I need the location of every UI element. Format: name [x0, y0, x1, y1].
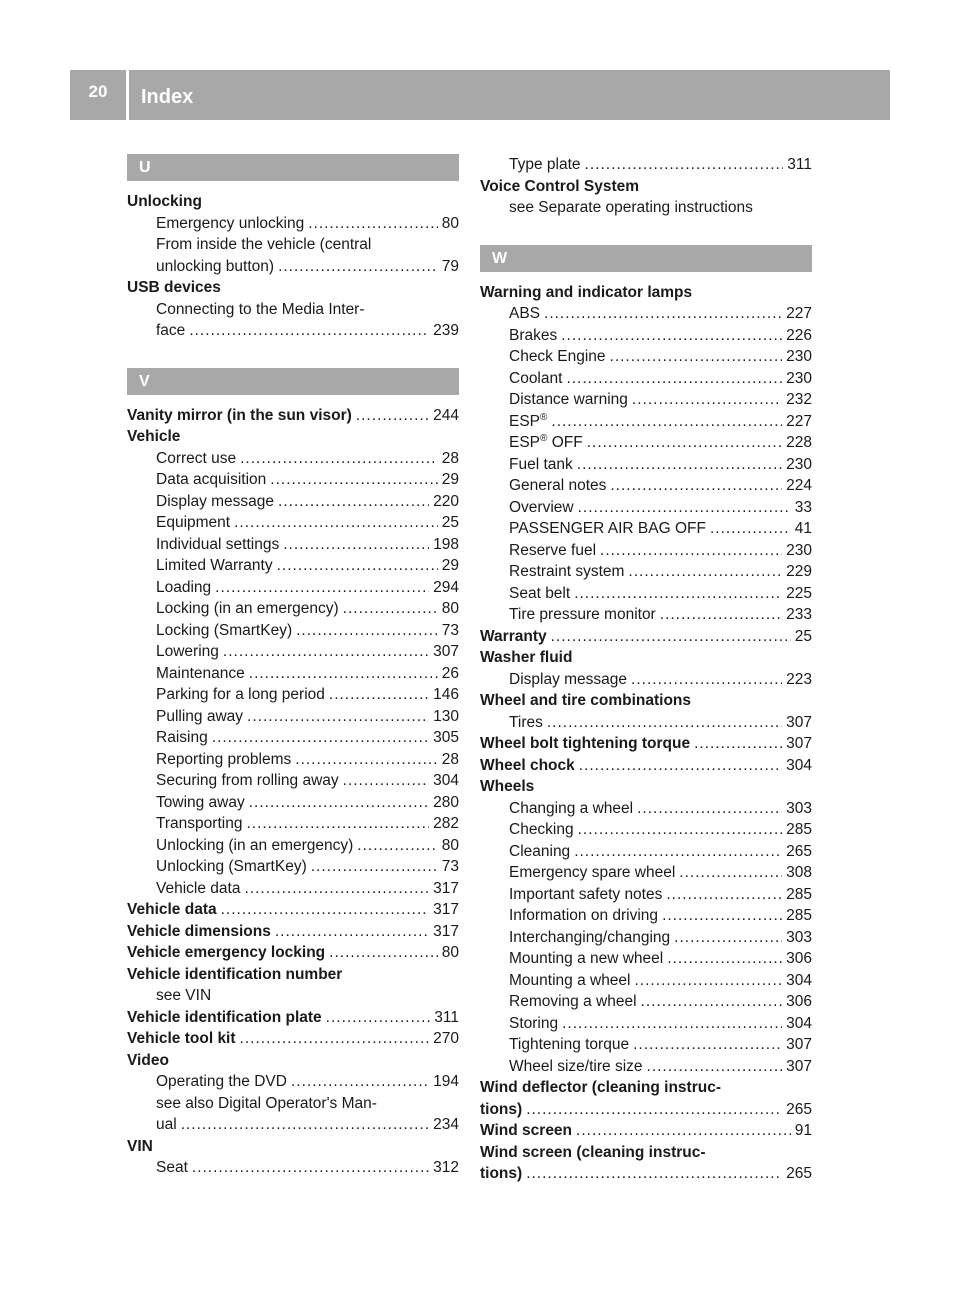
index-subentry: Individual settings ..... 198: [127, 534, 459, 556]
index-subentry: PASSENGER AIR BAG OFF ..... 41: [480, 518, 812, 540]
index-subentry: ESP® ..... 227: [480, 411, 812, 433]
index-subentry: Type plate ..... 311: [480, 154, 812, 176]
index-subentry: Brakes ..... 226: [480, 325, 812, 347]
index-subentry: Removing a wheel ..... 306: [480, 991, 812, 1013]
index-entry: Wheel and tire combinations: [480, 692, 691, 709]
index-entry: Wind deflector (cleaning instruc-: [480, 1079, 721, 1096]
index-subentry: Restraint system ..... 229: [480, 561, 812, 583]
index-entry: Unlocking: [127, 193, 202, 210]
index-entry: Voice Control System: [480, 177, 640, 195]
index-entry: VIN: [127, 1137, 153, 1155]
index-entry: Vanity mirror (in the sun visor) ..... 244: [127, 405, 459, 427]
index-subentry: Maintenance ..... 26: [127, 663, 459, 685]
index-subentry: Mounting a wheel ..... 304: [480, 970, 812, 992]
index-subentry: Important safety notes ..... 285: [480, 884, 812, 906]
index-subentry: ual ..... 234: [127, 1114, 459, 1136]
index-subentry: see VIN: [156, 987, 212, 1004]
index-subentry: see Separate operating instructions: [509, 199, 753, 216]
index-subentry: Distance warning ..... 232: [480, 389, 812, 411]
index-entry: Video: [127, 1051, 169, 1069]
index-subentry: face ..... 239: [127, 320, 459, 342]
index-subentry: Reporting problems ..... 28: [127, 749, 459, 771]
index-subentry: Information on driving ..... 285: [480, 905, 812, 927]
index-subentry: ESP® OFF ..... 228: [480, 432, 812, 454]
index-column-left: [127, 154, 459, 1179]
index-entry: Vehicle: [127, 428, 181, 445]
index-subentry: Fuel tank ..... 230: [480, 454, 812, 476]
index-entry: Vehicle dimensions ..... 317: [127, 921, 459, 943]
index-subentry: Raising ..... 305: [127, 727, 459, 749]
index-subentry: Tire pressure monitor ..... 233: [480, 604, 812, 626]
index-column-right: [480, 154, 812, 1185]
index-entry: tions) ..... 265: [480, 1099, 812, 1121]
index-subentry: Display message ..... 220: [127, 491, 459, 513]
index-subentry: Pulling away ..... 130: [127, 706, 459, 728]
index-subentry: Equipment ..... 25: [127, 512, 459, 534]
index-subentry: Changing a wheel ..... 303: [480, 798, 812, 820]
index-subentry: Display message ..... 223: [480, 669, 812, 691]
index-entry: Warning and indicator lamps: [480, 283, 693, 301]
index-subentry: Transporting ..... 282: [127, 813, 459, 835]
index-entry: Wheel chock ..... 304: [480, 755, 812, 777]
index-subentry: ABS ..... 227: [480, 303, 812, 325]
page-title: Index: [141, 86, 194, 108]
index-subentry: Overview ..... 33: [480, 497, 812, 519]
wheels-subentries: [480, 798, 812, 1078]
index-subentry: see also Digital Operator's Man-: [156, 1094, 377, 1112]
index-subentry: unlocking button) ..... 79: [127, 256, 459, 278]
index-entry: Wheel bolt tightening torque ..... 307: [480, 733, 812, 755]
index-subentry: Parking for a long period ..... 146: [127, 684, 459, 706]
section-header-u: U: [127, 154, 459, 181]
index-subentry: Check Engine ..... 230: [480, 346, 812, 368]
index-subentry: Tightening torque ..... 307: [480, 1034, 812, 1056]
index-subentry: Unlocking (in an emergency) ..... 80: [127, 835, 459, 857]
index-subentry: Interchanging/changing ..... 303: [480, 927, 812, 949]
index-subentry: Operating the DVD ..... 194: [127, 1071, 459, 1093]
index-entry: Vehicle identification plate ..... 311: [127, 1007, 459, 1029]
index-entry: Washer fluid: [480, 649, 573, 666]
index-subentry: Reserve fuel ..... 230: [480, 540, 812, 562]
index-subentry: From inside the vehicle (central: [156, 236, 372, 253]
index-entry: USB devices: [127, 279, 221, 296]
index-entry: Wind screen ..... 91: [480, 1120, 812, 1142]
index-entry: Wheels: [480, 778, 535, 795]
index-subentry: Coolant ..... 230: [480, 368, 812, 390]
index-subentry: Lowering ..... 307: [127, 641, 459, 663]
index-subentry: Locking (SmartKey) ..... 73: [127, 620, 459, 642]
index-entry: Warranty ..... 25: [480, 626, 812, 648]
index-subentry: Limited Warranty ..... 29: [127, 555, 459, 577]
warning-subentries: [480, 303, 812, 626]
index-subentry: Data acquisition ..... 29: [127, 469, 459, 491]
index-subentry: Locking (in an emergency) ..... 80: [127, 598, 459, 620]
section-header-v: V: [127, 368, 459, 395]
index-entry: Wind screen (cleaning instruc-: [480, 1143, 706, 1161]
header-divider: [126, 70, 129, 120]
index-subentry: Checking ..... 285: [480, 819, 812, 841]
index-subentry: Correct use ..... 28: [127, 448, 459, 470]
index-subentry: Seat belt ..... 225: [480, 583, 812, 605]
index-subentry: Seat ..... 312: [127, 1157, 459, 1179]
section-header-w: W: [480, 245, 812, 272]
index-subentry: Emergency unlocking ..... 80: [127, 213, 459, 235]
index-subentry: Vehicle data ..... 317: [127, 878, 459, 900]
index-subentry: Wheel size/tire size ..... 307: [480, 1056, 812, 1078]
index-entry: tions) ..... 265: [480, 1163, 812, 1185]
index-entry: Vehicle identification number: [127, 965, 343, 983]
index-subentry: Connecting to the Media Inter-: [156, 300, 365, 318]
index-subentry: Securing from rolling away ..... 304: [127, 770, 459, 792]
index-subentry: Loading ..... 294: [127, 577, 459, 599]
index-subentry: Tires ..... 307: [480, 712, 812, 734]
vehicle-subentries: [127, 448, 459, 900]
index-subentry: Emergency spare wheel ..... 308: [480, 862, 812, 884]
index-subentry: Mounting a new wheel ..... 306: [480, 948, 812, 970]
index-entry: Vehicle emergency locking ..... 80: [127, 942, 459, 964]
index-subentry: Storing ..... 304: [480, 1013, 812, 1035]
index-entry: Vehicle data ..... 317: [127, 899, 459, 921]
index-subentry: General notes ..... 224: [480, 475, 812, 497]
index-subentry: Cleaning ..... 265: [480, 841, 812, 863]
index-subentry: Unlocking (SmartKey) ..... 73: [127, 856, 459, 878]
index-subentry: Towing away ..... 280: [127, 792, 459, 814]
index-entry: Vehicle tool kit ..... 270: [127, 1028, 459, 1050]
page-number: 20: [88, 82, 108, 101]
